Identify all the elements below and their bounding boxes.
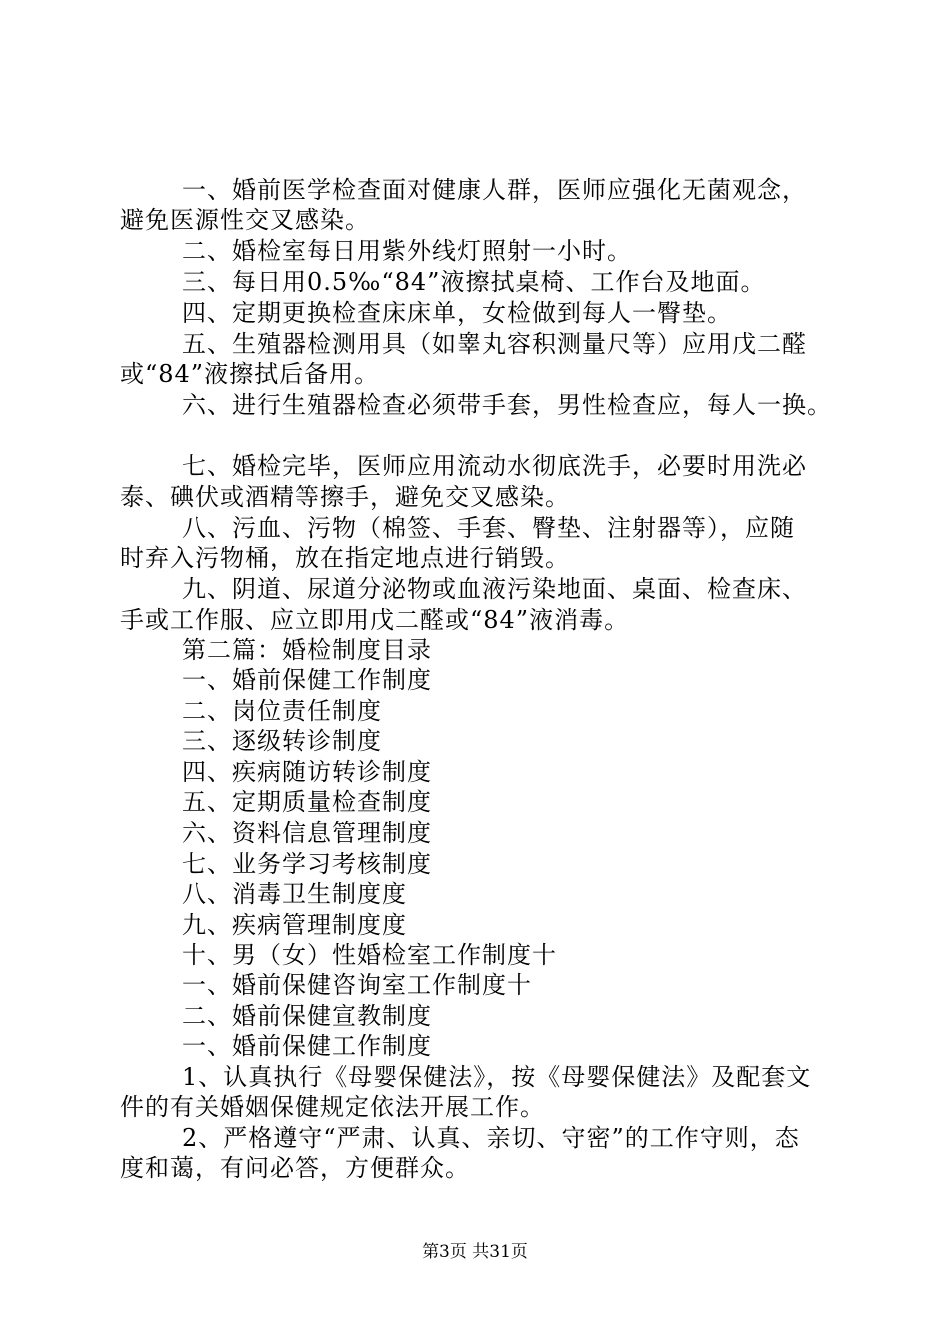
text-line: 件的有关婚姻保健规定依法开展工作。 [120, 1093, 545, 1121]
text-line: 九、阴道、尿道分泌物或血液污染地面、桌面、检查床、 [182, 575, 807, 603]
text-line: 度和蔼，有问必答，方便群众。 [120, 1154, 470, 1182]
toc-item: 七、业务学习考核制度 [182, 850, 432, 878]
text-line: 六、进行生殖器检查必须带手套，男性检查应，每人一换。 [182, 391, 832, 419]
toc-item: 九、疾病管理制度度 [182, 911, 407, 939]
subsection-title: 一、婚前保健工作制度 [182, 1032, 432, 1060]
toc-item: 一、婚前保健工作制度 [182, 666, 432, 694]
text-line: 五、生殖器检测用具（如睾丸容积测量尺等）应用戊二醛 [182, 330, 807, 358]
toc-item: 十、男（女）性婚检室工作制度十 [182, 941, 557, 969]
toc-item: 五、定期质量检查制度 [182, 788, 432, 816]
text-line: 二、婚检室每日用紫外线灯照射一小时。 [182, 237, 632, 265]
toc-item: 二、岗位责任制度 [182, 697, 382, 725]
text-line: 三、每日用0.5‰“84”液擦拭桌椅、工作台及地面。 [182, 268, 766, 296]
toc-item: 六、资料信息管理制度 [182, 819, 432, 847]
text-line: 1、认真执行《母婴保健法》，按《母婴保健法》及配套文 [182, 1063, 812, 1091]
text-line: 手或工作服、应立即用戊二醛或“84”液消毒。 [120, 606, 630, 634]
text-line: 八、污血、污物（棉签、手套、臀垫、注射器等），应随 [182, 514, 795, 542]
text-line: 四、定期更换检查床床单，女检做到每人一臀垫。 [182, 299, 732, 327]
text-line: 2、严格遵守“严肃、认真、亲切、守密”的工作守则，态 [182, 1124, 800, 1152]
text-line: 或“84”液擦拭后备用。 [120, 360, 380, 388]
text-line: 泰、碘伏或酒精等擦手，避免交叉感染。 [120, 483, 570, 511]
page-number: 第3页 共31页 [422, 1242, 528, 1262]
toc-item: 四、疾病随访转诊制度 [182, 758, 432, 786]
text-line: 时弃入污物桶，放在指定地点进行销毁。 [120, 544, 570, 572]
toc-item: 二、婚前保健宣教制度 [182, 1002, 432, 1030]
toc-item: 三、逐级转诊制度 [182, 727, 382, 755]
toc-item: 八、消毒卫生制度度 [182, 880, 407, 908]
text-line: 一、婚前医学检查面对健康人群，医师应强化无菌观念， [182, 176, 807, 204]
text-line: 七、婚检完毕，医师应用流动水彻底洗手，必要时用洗必 [182, 452, 807, 480]
section-title: 第二篇：婚检制度目录 [182, 636, 432, 664]
text-line: 避免医源性交叉感染。 [120, 206, 370, 234]
toc-item: 一、婚前保健咨询室工作制度十 [182, 971, 532, 999]
